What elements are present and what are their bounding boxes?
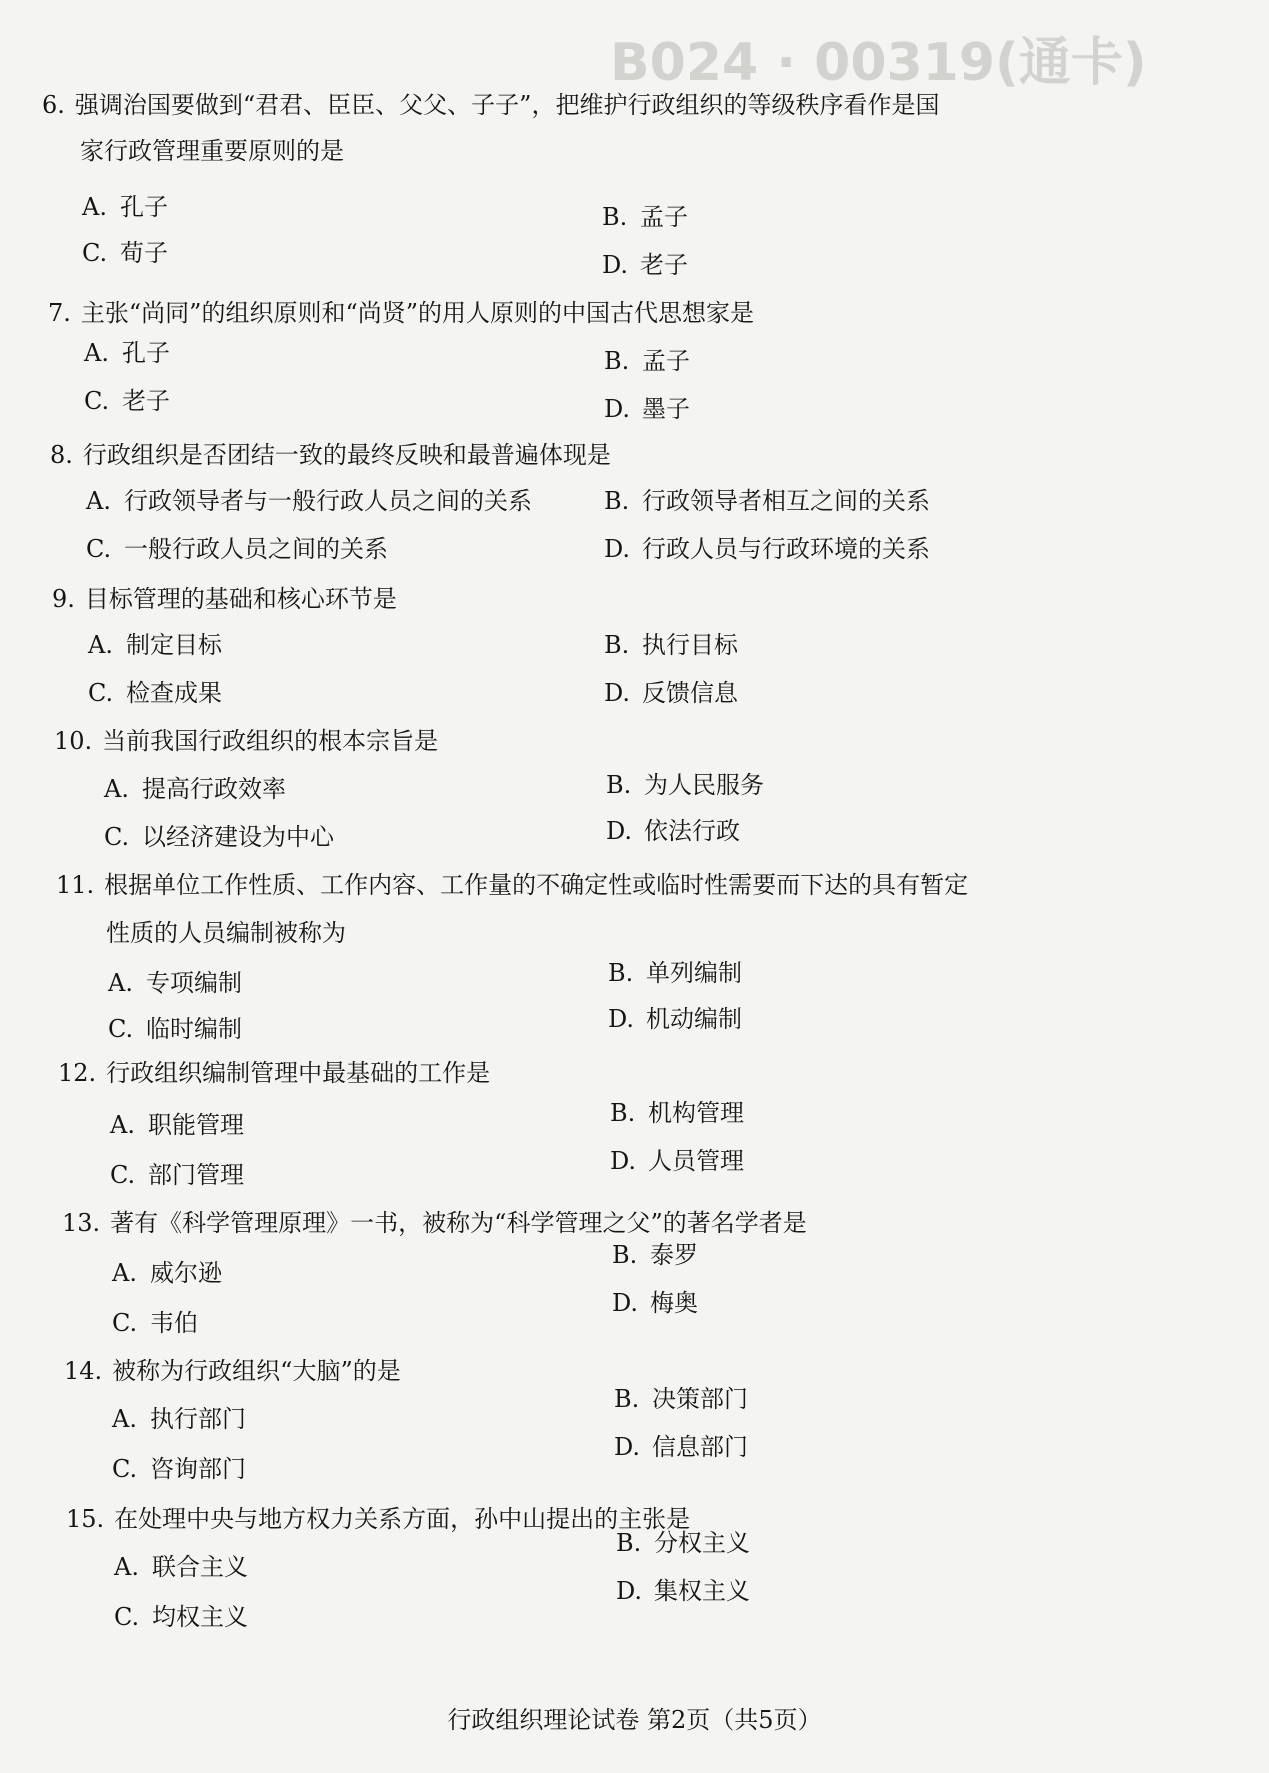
option-c[interactable]: C. 部门管理 [110,1161,244,1189]
option-a[interactable]: A. 孔子 [84,339,170,367]
question-stem: 目标管理的基础和核心环节是 [84,585,397,613]
question-stem: 强调治国要做到“君君、臣臣、父父、子子”，把维护行政组织的等级秩序看作是国 [74,91,940,119]
option-c[interactable]: C. 韦伯 [112,1309,198,1337]
option-b[interactable]: B. 分权主义 [616,1529,750,1557]
question-6 [42,82,939,128]
option-d[interactable]: D. 反馈信息 [604,679,738,707]
option-a[interactable]: A. 联合主义 [114,1553,248,1581]
option-b[interactable]: B. 泰罗 [612,1241,698,1269]
question-number: 8. [50,441,73,469]
question-8 [50,432,611,478]
option-b[interactable]: B. 单列编制 [608,959,742,987]
option-a[interactable]: A. 制定目标 [88,631,222,659]
question-number: 6. [42,91,65,119]
option-a[interactable]: A. 职能管理 [110,1111,244,1139]
question-15 [66,1496,690,1542]
question-stem: 根据单位工作性质、工作内容、工作量的不确定性或临时性需要而下达的具有暂定 [104,871,969,899]
question-number: 9. [52,585,75,613]
question-stem: 行政组织是否团结一致的最终反映和最普遍体现是 [82,441,611,469]
question-number: 12. [58,1059,97,1087]
question-number: 11. [56,871,95,899]
option-c[interactable]: C. 老子 [84,387,170,415]
question-stem-continued: 性质的人员编制被称为 [106,919,346,947]
option-b[interactable]: B. 机构管理 [610,1099,744,1127]
question-number: 14. [64,1357,103,1385]
option-a[interactable]: A. 执行部门 [112,1405,246,1433]
option-d[interactable]: D. 机动编制 [608,1005,742,1033]
option-a[interactable]: A. 专项编制 [108,969,242,997]
option-c[interactable]: C. 一般行政人员之间的关系 [86,535,388,563]
option-d[interactable]: D. 信息部门 [614,1433,748,1461]
bleed-through-header: B024 · 00319(通卡) [610,33,1147,93]
question-number: 10. [54,727,93,755]
question-9 [52,576,397,622]
option-d[interactable]: D. 墨子 [604,395,690,423]
question-14 [64,1348,401,1394]
option-c[interactable]: C. 咨询部门 [112,1455,246,1483]
question-stem: 行政组织编制管理中最基础的工作是 [106,1059,491,1087]
option-b[interactable]: B. 决策部门 [614,1385,748,1413]
option-a[interactable]: A. 行政领导者与一般行政人员之间的关系 [86,487,532,515]
option-d[interactable]: D. 集权主义 [616,1577,750,1605]
option-d[interactable]: D. 老子 [602,251,688,279]
question-7 [48,290,754,336]
question-stem: 主张“尚同”的组织原则和“尚贤”的用人原则的中国古代思想家是 [80,299,754,327]
option-c[interactable]: C. 均权主义 [114,1603,248,1631]
option-c[interactable]: C. 荀子 [82,239,168,267]
question-11 [56,862,968,908]
option-b[interactable]: B. 孟子 [602,203,688,231]
option-a[interactable]: A. 孔子 [82,193,168,221]
option-a[interactable]: A. 提高行政效率 [104,775,286,803]
question-number: 7. [48,299,71,327]
question-stem-continued: 家行政管理重要原则的是 [80,137,344,165]
option-d[interactable]: D. 行政人员与行政环境的关系 [604,535,930,563]
question-number: 15. [66,1505,105,1533]
question-stem: 被称为行政组织“大脑”的是 [112,1357,401,1385]
question-stem: 著有《科学管理原理》一书，被称为“科学管理之父”的著名学者是 [110,1209,807,1237]
question-12 [58,1050,490,1096]
option-c[interactable]: C. 以经济建设为中心 [104,823,334,851]
question-stem: 在处理中央与地方权力关系方面，孙中山提出的主张是 [114,1505,691,1533]
question-number: 13. [62,1209,101,1237]
option-b[interactable]: B. 孟子 [604,347,690,375]
option-c[interactable]: C. 临时编制 [108,1015,242,1043]
option-b[interactable]: B. 为人民服务 [606,771,764,799]
option-d[interactable]: D. 人员管理 [610,1147,744,1175]
question-stem: 当前我国行政组织的根本宗旨是 [102,727,439,755]
option-d[interactable]: D. 依法行政 [606,817,740,845]
question-10 [54,718,438,764]
page-footer: 行政组织理论试卷 第2页（共5页） [447,1706,822,1734]
option-a[interactable]: A. 威尔逊 [112,1259,222,1287]
option-b[interactable]: B. 行政领导者相互之间的关系 [604,487,930,515]
option-b[interactable]: B. 执行目标 [604,631,738,659]
option-c[interactable]: C. 检查成果 [88,679,222,707]
option-d[interactable]: D. 梅奥 [612,1289,698,1317]
